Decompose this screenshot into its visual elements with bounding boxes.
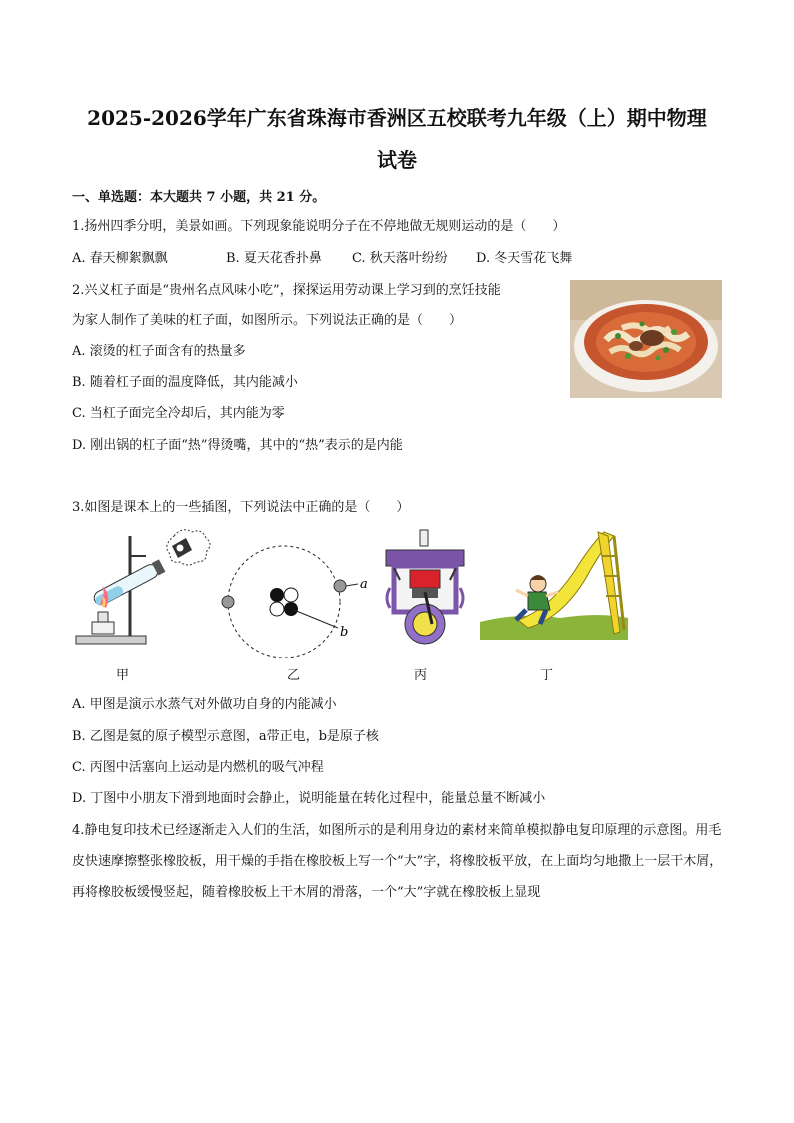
q1-option-a: A. 春天柳絮飘飘 bbox=[72, 251, 168, 266]
q3-option-d: D. 丁图中小朋友下滑到地面时会静止，说明能量在转化过程中，能量总量不断减小 bbox=[72, 791, 546, 806]
q2-option-b: B. 随着杠子面的温度降低，其内能减小 bbox=[72, 375, 298, 390]
q2-option-c: C. 当杠子面完全冷却后，其内能为零 bbox=[72, 406, 285, 421]
figure-bing-engine-cylinder bbox=[380, 528, 470, 652]
q1-option-d: D. 冬天雪花飞舞 bbox=[476, 251, 573, 266]
caption-yi: 乙 bbox=[287, 668, 301, 683]
label-b: b bbox=[340, 625, 349, 640]
exam-title-line2: 试卷 bbox=[377, 148, 417, 172]
q2-stem-line1: 2.兴义杠子面是“贵州名点风味小吃”，探探运用劳动课上学习到的烹饪技能 bbox=[72, 283, 501, 298]
exam-title-line1: 2025-2026学年广东省珠海市香洲区五校联考九年级（上）期中物理 bbox=[87, 106, 707, 130]
q1-stem: 1.扬州四季分明，美景如画。下列现象能说明分子在不停地做无规则运动的是（ ） bbox=[72, 219, 566, 234]
q3-option-b: B. 乙图是氦的原子模型示意图，a带正电，b是原子核 bbox=[72, 729, 379, 744]
caption-jia: 甲 bbox=[116, 668, 130, 683]
q3-option-c: C. 丙图中活塞向上运动是内燃机的吸气冲程 bbox=[72, 760, 324, 775]
q2-option-d: D. 刚出锅的杠子面“热”得烫嘴，其中的“热”表示的是内能 bbox=[72, 438, 403, 453]
q1-option-b: B. 夏天花香扑鼻 bbox=[226, 251, 322, 266]
figure-jia-steam-experiment bbox=[72, 526, 212, 654]
q2-stem-line2: 为家人制作了美味的杠子面，如图所示。下列说法正确的是（ ） bbox=[72, 313, 463, 328]
caption-bing: 丙 bbox=[414, 668, 428, 683]
caption-ding: 丁 bbox=[540, 668, 554, 683]
q3-option-a: A. 甲图是演示水蒸气对外做功自身的内能减小 bbox=[72, 697, 337, 712]
q3-stem: 3.如图是课本上的一些插图，下列说法中正确的是（ ） bbox=[72, 500, 410, 515]
q2-option-a: A. 滚烫的杠子面含有的热量多 bbox=[72, 344, 246, 359]
noodle-bowl-image bbox=[570, 280, 722, 398]
q1-option-c: C. 秋天落叶纷纷 bbox=[352, 251, 448, 266]
section-heading: 一、单选题：本大题共 7 小题，共 21 分。 bbox=[72, 190, 326, 205]
figure-yi-atom-model bbox=[220, 540, 380, 658]
label-a: a bbox=[360, 577, 368, 592]
q4-text: 4.静电复印技术已经逐渐走入人们的生活，如图所示的是利用身边的素材来简单模拟静电复印原理的示意图。用毛皮快速摩擦整张橡胶板，用干燥的手指在橡胶板上写一个“大”字，将橡胶板平放，在上面均匀地撒上一层干木屑，再将橡胶板缓慢竖起，随着橡胶板上干木屑的滑落，一个“大”字就在橡胶板上显现 bbox=[72, 823, 723, 900]
figure-ding-slide bbox=[478, 526, 630, 644]
